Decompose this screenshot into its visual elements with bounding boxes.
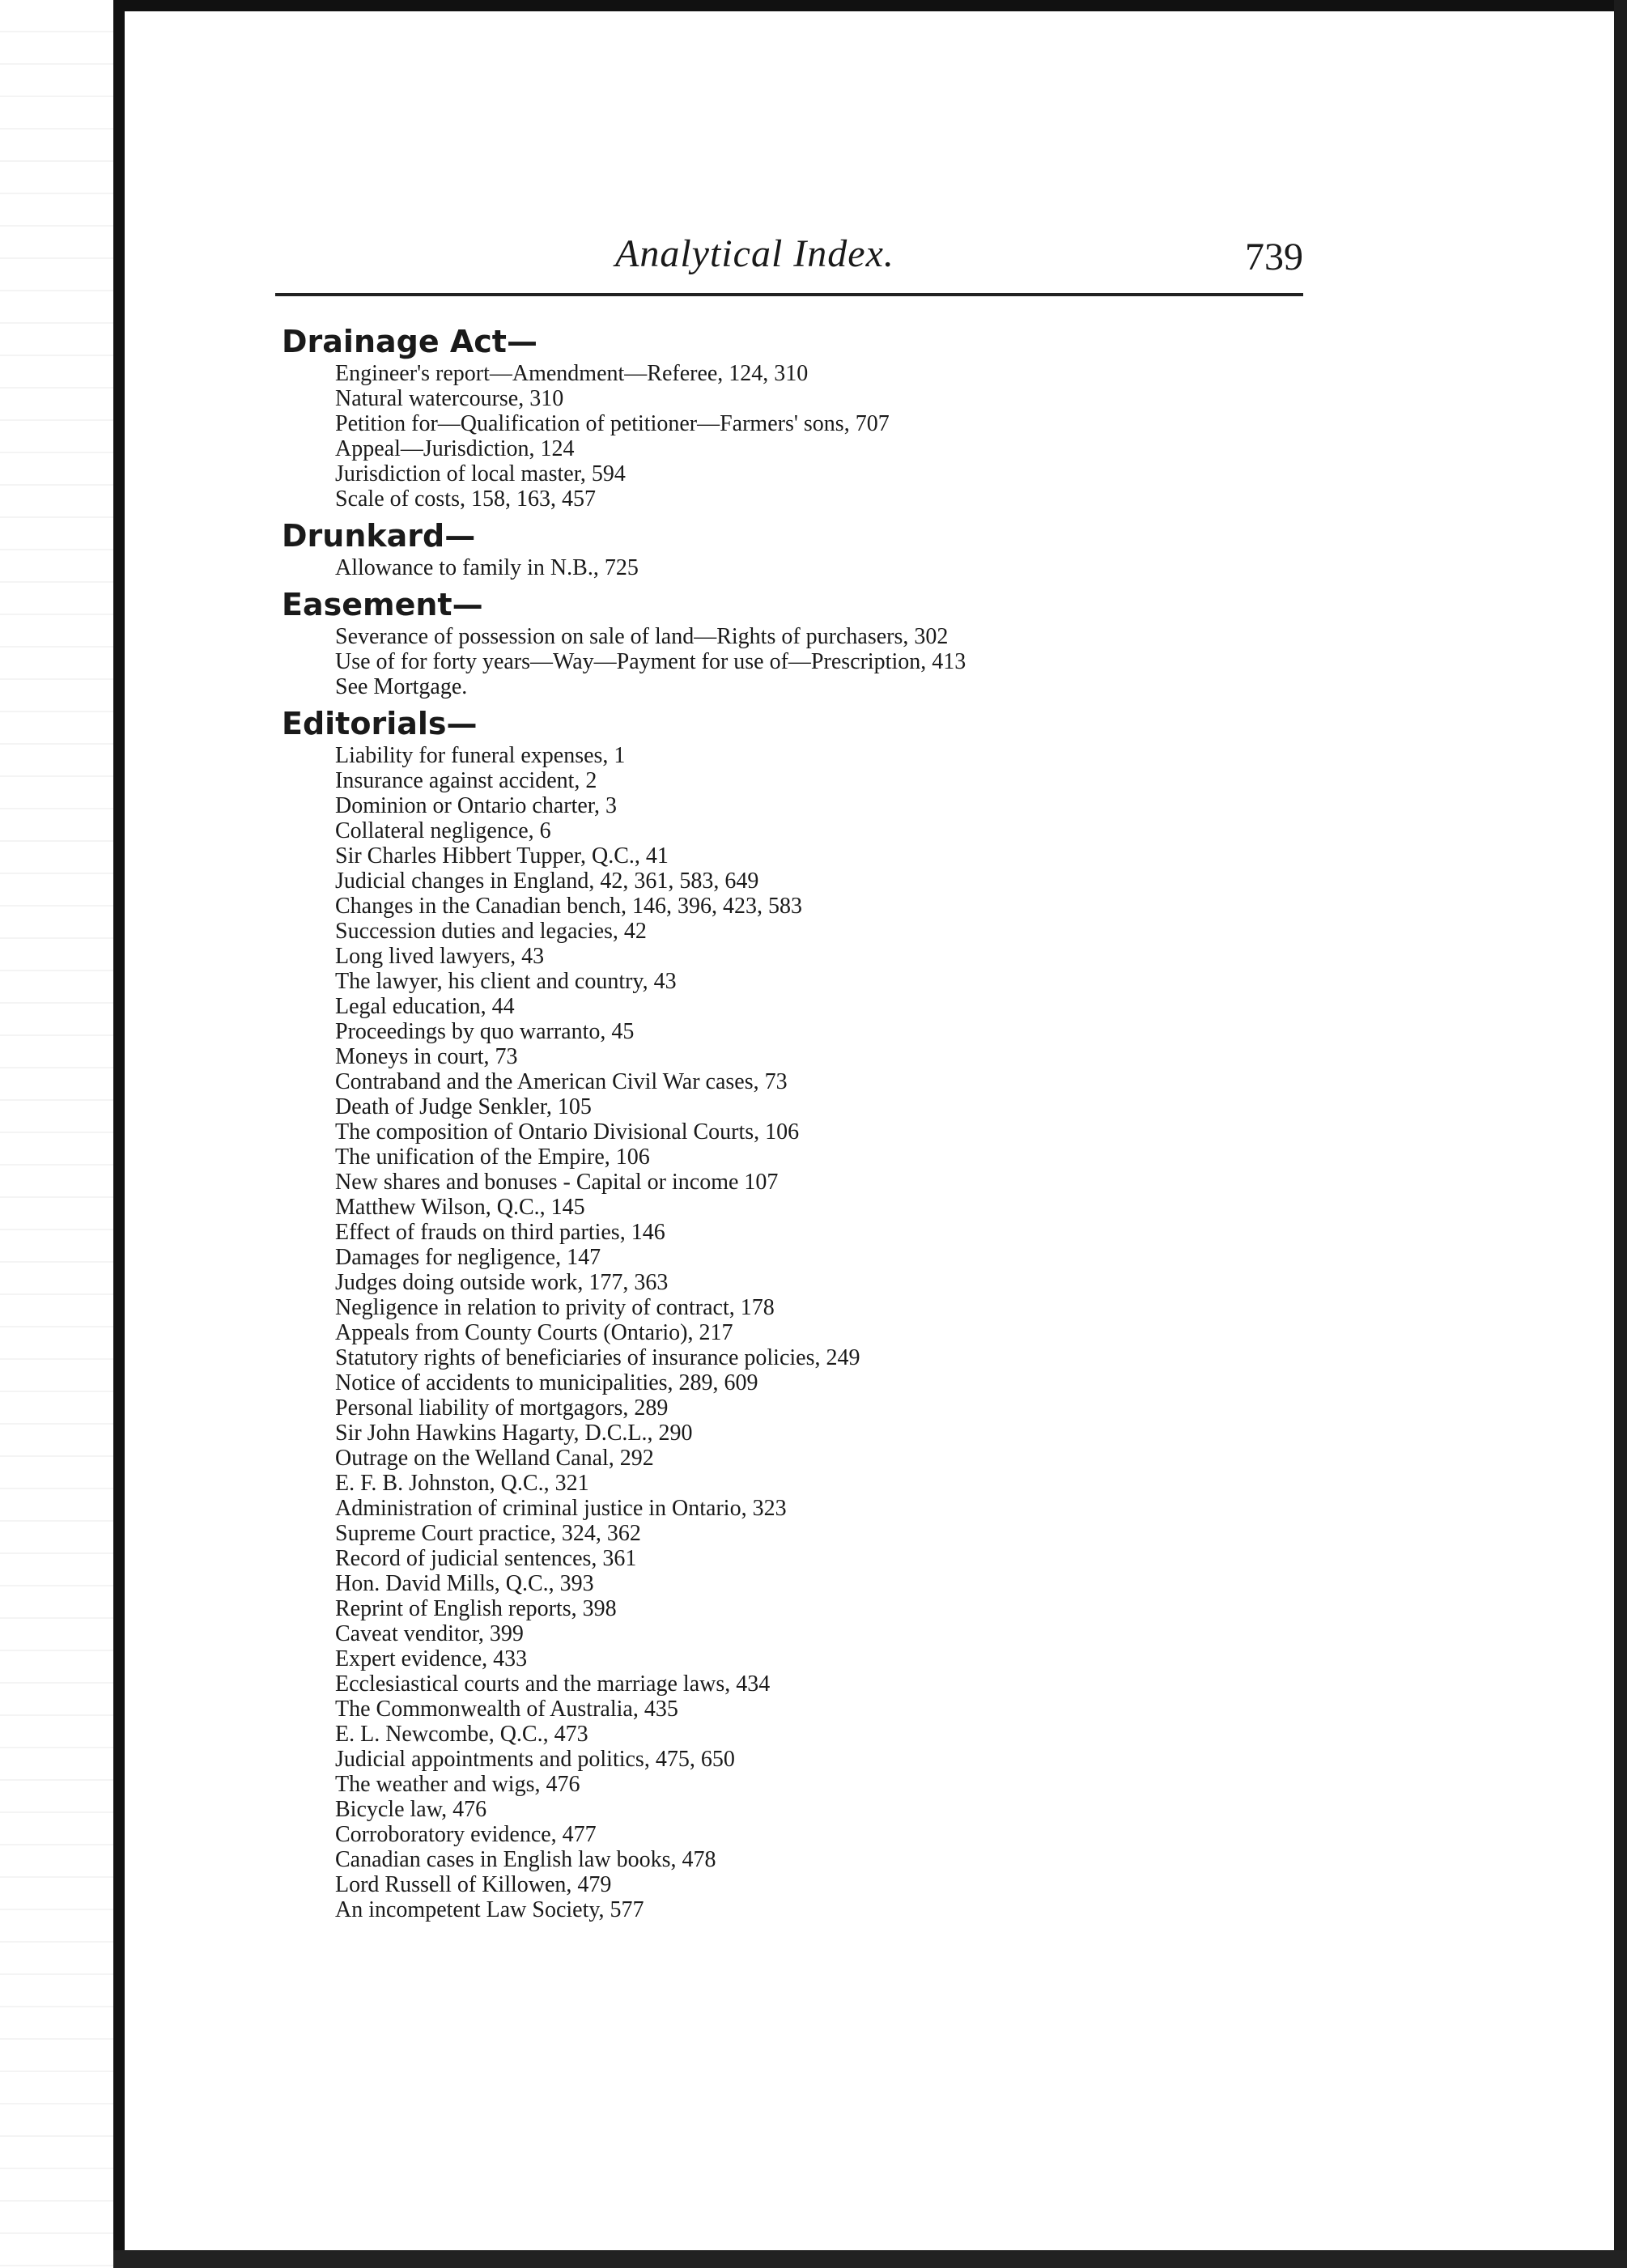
index-entry: Judges doing outside work, 177, 363 bbox=[335, 1270, 669, 1295]
index-heading: Drainage Act— bbox=[282, 324, 537, 359]
index-entry: Severance of possession on sale of land—Rights of purchasers, 302 bbox=[335, 624, 949, 649]
index-entry: Canadian cases in English law books, 478 bbox=[335, 1847, 716, 1872]
index-entry: Outrage on the Welland Canal, 292 bbox=[335, 1446, 654, 1471]
index-entry: Record of judicial sentences, 361 bbox=[335, 1546, 637, 1571]
index-entry: Judicial changes in England, 42, 361, 583, 649 bbox=[335, 869, 759, 894]
index-entry: Dominion or Ontario charter, 3 bbox=[335, 793, 618, 818]
index-entry: Changes in the Canadian bench, 146, 396, 423, 583 bbox=[335, 894, 803, 919]
index-entry: Judicial appointments and politics, 475, 650 bbox=[335, 1747, 735, 1772]
index-entry: Negligence in relation to privity of contract, 178 bbox=[335, 1295, 775, 1320]
index-entry: E. F. B. Johnston, Q.C., 321 bbox=[335, 1471, 589, 1496]
index-entry: Damages for negligence, 147 bbox=[335, 1245, 601, 1270]
index-entry: Death of Judge Senkler, 105 bbox=[335, 1094, 592, 1119]
index-entry: Jurisdiction of local master, 594 bbox=[335, 461, 626, 486]
scan-edge-left bbox=[0, 0, 113, 2268]
index-entry: Sir Charles Hibbert Tupper, Q.C., 41 bbox=[335, 843, 669, 869]
index-entry: Appeal—Jurisdiction, 124 bbox=[335, 436, 575, 461]
index-entry: The Commonwealth of Australia, 435 bbox=[335, 1697, 678, 1722]
index-entry: Collateral negligence, 6 bbox=[335, 818, 551, 843]
index-entry: Succession duties and legacies, 42 bbox=[335, 919, 647, 944]
index-entry: Liability for funeral expenses, 1 bbox=[335, 743, 626, 768]
index-entry: Hon. David Mills, Q.C., 393 bbox=[335, 1571, 594, 1596]
index-entry: Appeals from County Courts (Ontario), 217 bbox=[335, 1320, 733, 1345]
index-entry: Scale of costs, 158, 163, 457 bbox=[335, 486, 596, 512]
scan-border-left bbox=[113, 0, 125, 2268]
page-number: 739 bbox=[1245, 236, 1303, 278]
index-body bbox=[282, 317, 1302, 1922]
index-entry: Personal liability of mortgagors, 289 bbox=[335, 1395, 669, 1421]
index-entry-list bbox=[282, 743, 1302, 1922]
index-entry: Insurance against accident, 2 bbox=[335, 768, 597, 793]
index-section bbox=[282, 704, 1302, 1922]
index-entry: Caveat venditor, 399 bbox=[335, 1621, 524, 1646]
index-entry-list bbox=[282, 555, 1302, 580]
index-entry: Expert evidence, 433 bbox=[335, 1646, 528, 1671]
index-entry-list bbox=[282, 624, 1302, 699]
index-entry: Allowance to family in N.B., 725 bbox=[335, 555, 639, 580]
index-section bbox=[282, 322, 1302, 512]
index-entry: Moneys in court, 73 bbox=[335, 1044, 518, 1069]
index-entry: Administration of criminal justice in Ontario, 323 bbox=[335, 1496, 787, 1521]
index-entry: Use of for forty years—Way—Payment for use of—Prescription, 413 bbox=[335, 649, 966, 674]
index-entry: E. L. Newcombe, Q.C., 473 bbox=[335, 1722, 588, 1747]
header-rule bbox=[275, 293, 1303, 296]
scan-border-top bbox=[113, 0, 1627, 11]
index-entry: Reprint of English reports, 398 bbox=[335, 1596, 617, 1621]
index-entry: The weather and wigs, 476 bbox=[335, 1772, 580, 1797]
index-entry: Lord Russell of Killowen, 479 bbox=[335, 1872, 612, 1897]
index-entry: An incompetent Law Society, 577 bbox=[335, 1897, 644, 1922]
index-entry: Corroboratory evidence, 477 bbox=[335, 1822, 597, 1847]
index-entry: Legal education, 44 bbox=[335, 994, 515, 1019]
index-entry: New shares and bonuses - Capital or income 107 bbox=[335, 1170, 779, 1195]
index-entry: The unification of the Empire, 106 bbox=[335, 1145, 650, 1170]
index-entry: Contraband and the American Civil War cases, 73 bbox=[335, 1069, 788, 1094]
index-entry: Natural watercourse, 310 bbox=[335, 386, 564, 411]
index-entry: The lawyer, his client and country, 43 bbox=[335, 969, 677, 994]
index-heading: Easement— bbox=[282, 587, 483, 622]
index-entry: The composition of Ontario Divisional Courts, 106 bbox=[335, 1119, 800, 1145]
index-entry: Matthew Wilson, Q.C., 145 bbox=[335, 1195, 585, 1220]
index-entry: Petition for—Qualification of petitioner—Farmers' sons, 707 bbox=[335, 411, 890, 436]
index-entry-list bbox=[282, 361, 1302, 512]
index-entry: Effect of frauds on third parties, 146 bbox=[335, 1220, 665, 1245]
index-entry: Ecclesiastical courts and the marriage laws, 434 bbox=[335, 1671, 771, 1697]
index-heading: Editorials— bbox=[282, 706, 478, 741]
scan-border-right bbox=[1614, 0, 1627, 2268]
index-entry: Notice of accidents to municipalities, 289, 609 bbox=[335, 1370, 758, 1395]
index-entry: Proceedings by quo warranto, 45 bbox=[335, 1019, 635, 1044]
page-header bbox=[275, 231, 1303, 296]
index-heading: Drunkard— bbox=[282, 518, 476, 554]
index-entry: Bicycle law, 476 bbox=[335, 1797, 487, 1822]
index-entry: Supreme Court practice, 324, 362 bbox=[335, 1521, 641, 1546]
scan-border-bottom bbox=[113, 2250, 1627, 2268]
index-entry: Sir John Hawkins Hagarty, D.C.L., 290 bbox=[335, 1421, 693, 1446]
index-entry: Statutory rights of beneficiaries of insurance policies, 249 bbox=[335, 1345, 860, 1370]
index-entry: Engineer's report—Amendment—Referee, 124, 310 bbox=[335, 361, 809, 386]
running-title: Analytical Index. bbox=[615, 232, 894, 275]
index-section bbox=[282, 585, 1302, 699]
index-entry: Long lived lawyers, 43 bbox=[335, 944, 545, 969]
index-section bbox=[282, 516, 1302, 580]
index-entry: See Mortgage. bbox=[335, 674, 468, 699]
